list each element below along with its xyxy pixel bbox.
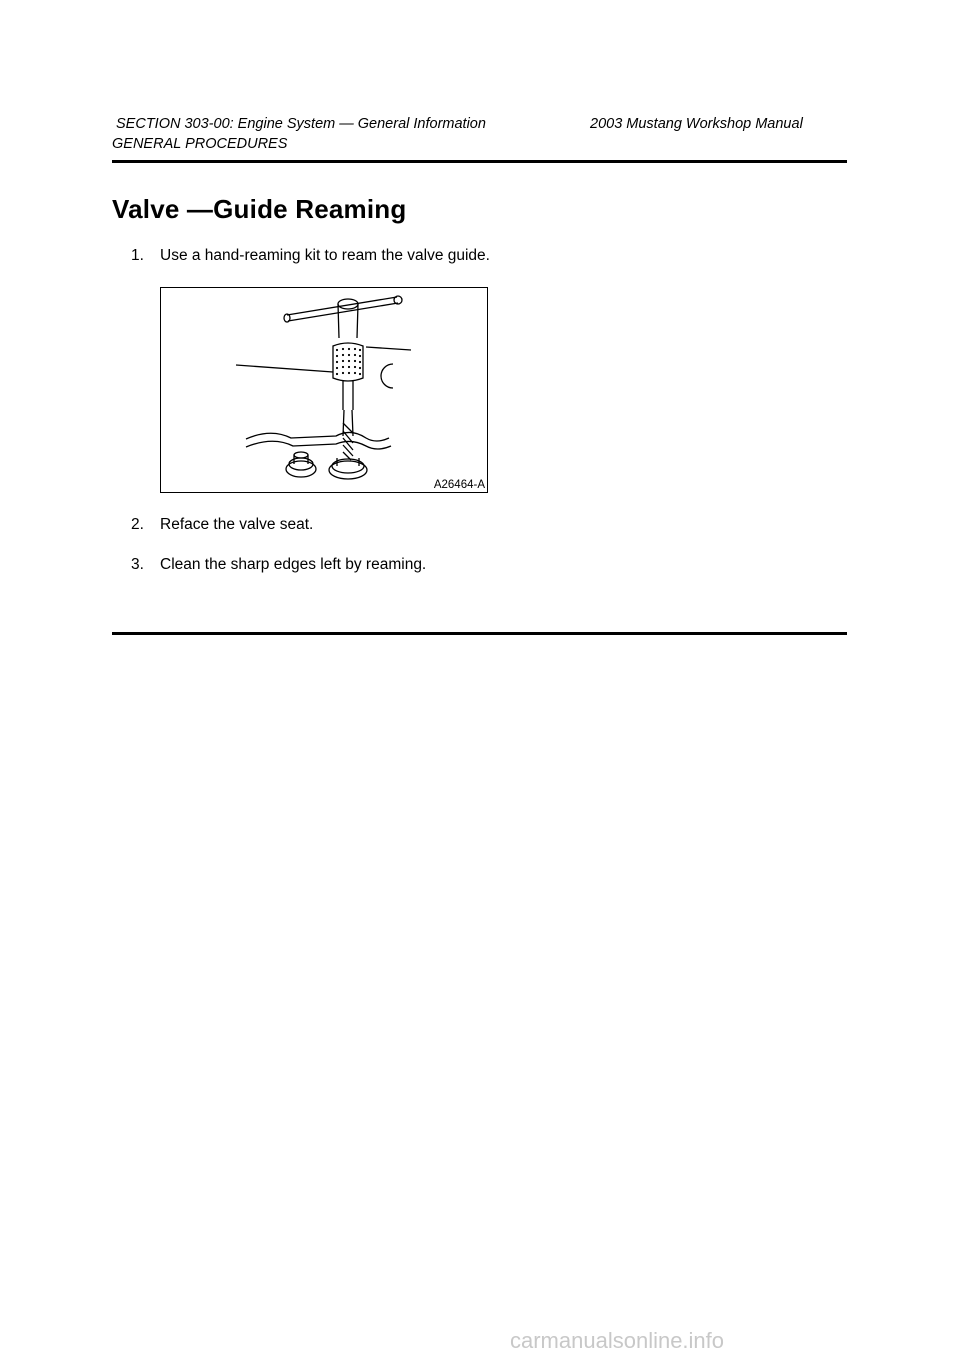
header-section-title: SECTION 303-00: Engine System — General Information [116,116,486,132]
valve-guide-reamer-icon [161,288,488,493]
page-title: Valve —Guide Reaming [112,194,407,224]
figure-label: A26464-A [433,479,485,491]
step-number: 1. [131,247,144,264]
header-divider [112,160,847,163]
header-subsection: GENERAL PROCEDURES [112,136,288,152]
reaming-figure [160,287,488,493]
step-text: Use a hand-reaming kit to ream the valve guide. [160,247,490,264]
step-number: 2. [131,516,144,533]
header-manual-title: 2003 Mustang Workshop Manual [590,116,803,132]
step-text: Reface the valve seat. [160,516,314,533]
watermark: carmanualsonline.info [510,1328,725,1353]
step-number: 3. [131,556,144,573]
step-text: Clean the sharp edges left by reaming. [160,556,427,573]
footer-divider [112,632,847,635]
